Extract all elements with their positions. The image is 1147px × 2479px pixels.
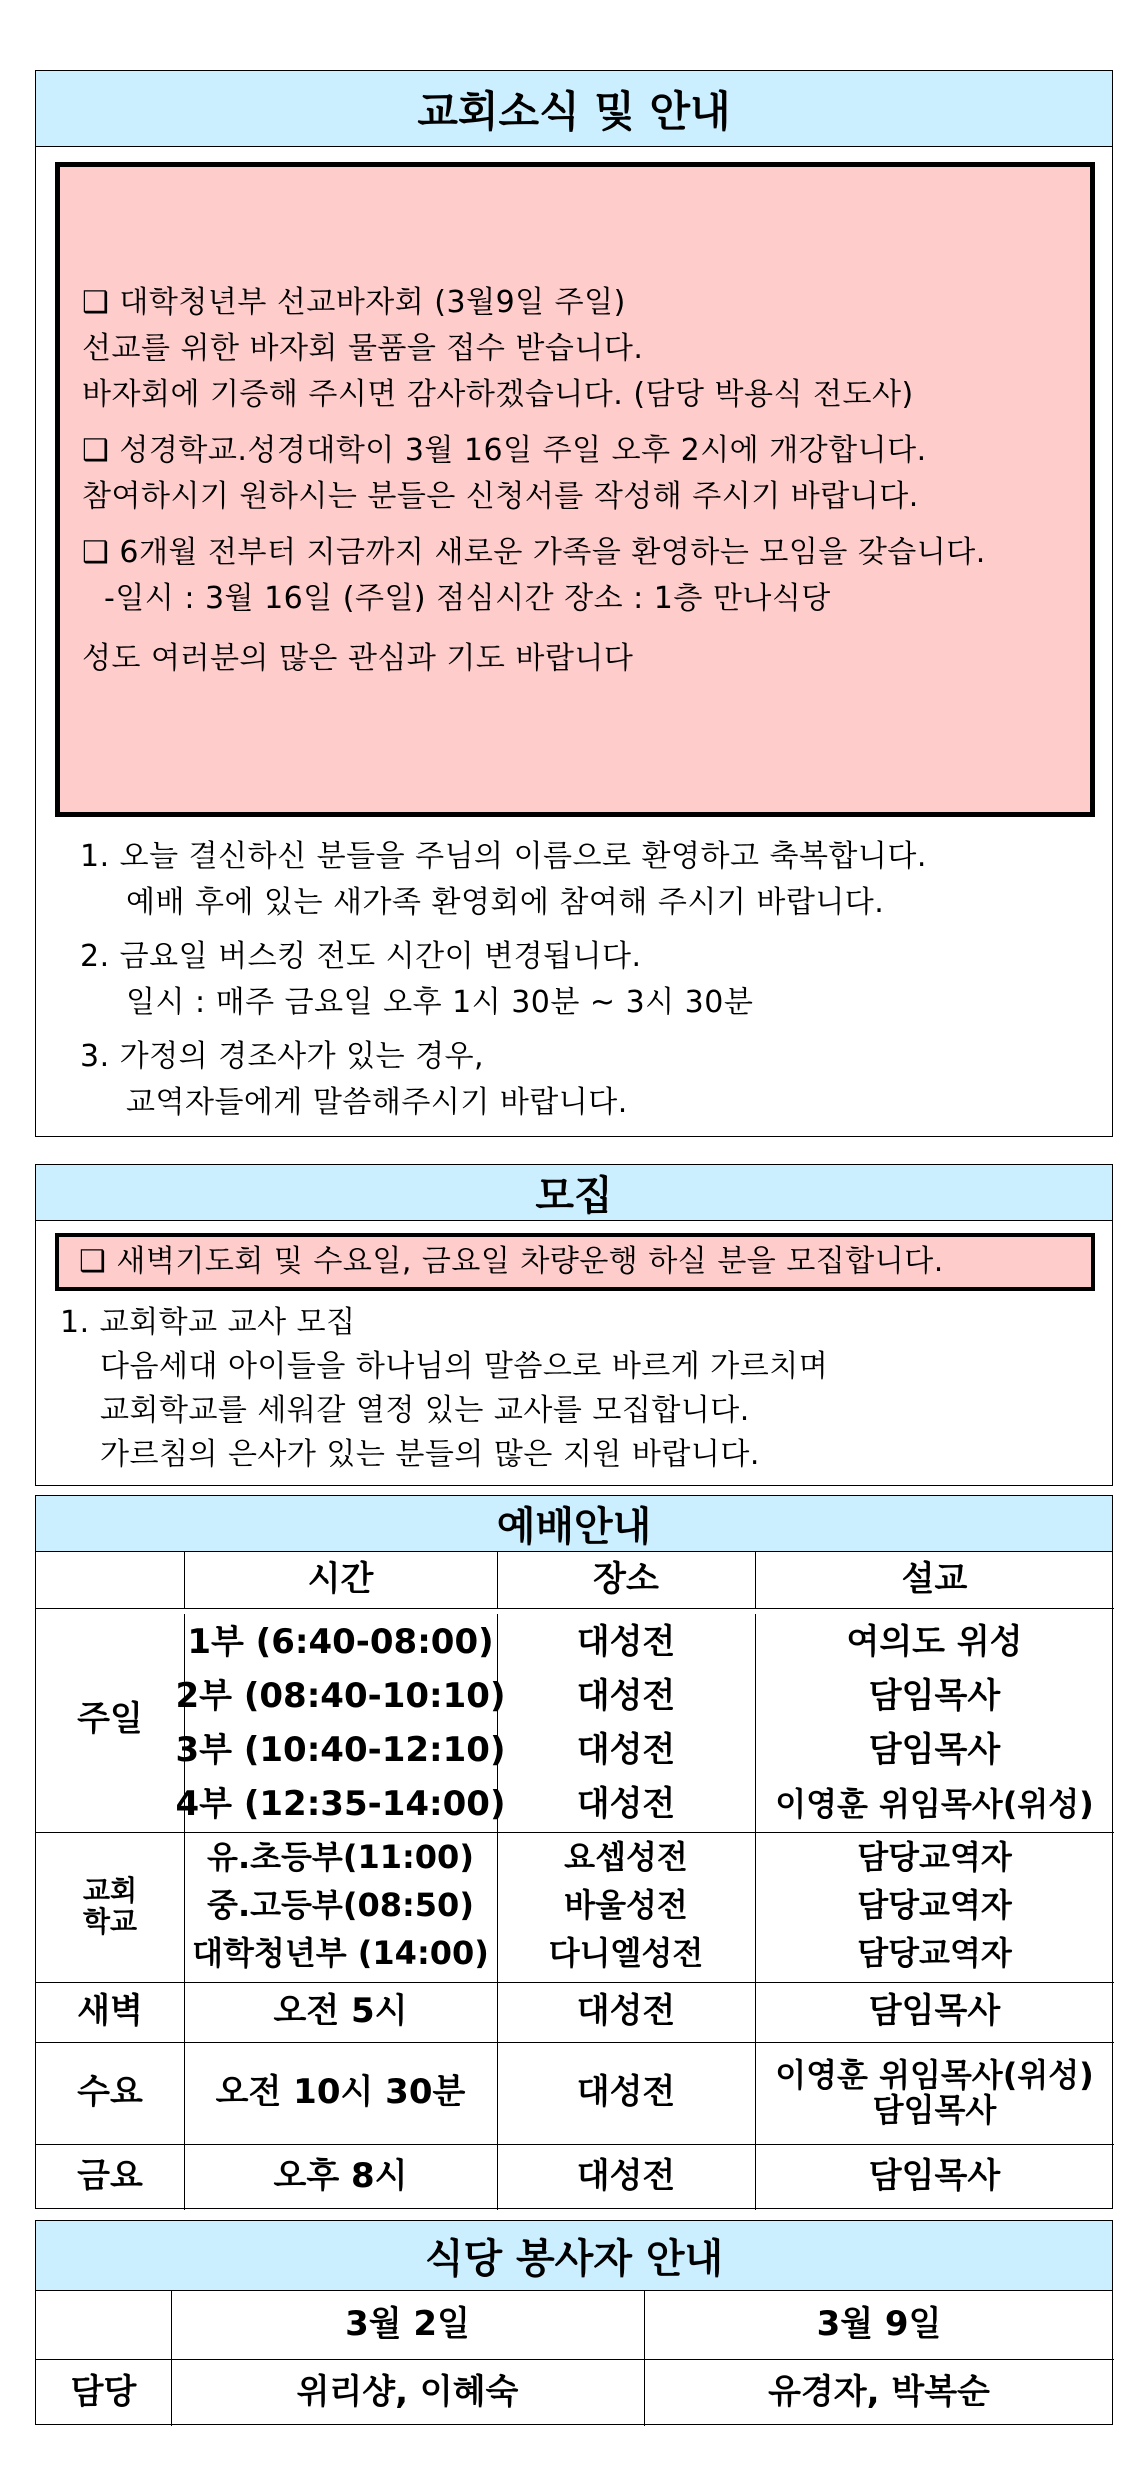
table-row: 4부 (12:35-14:00) <box>175 1784 506 1825</box>
table-row: 요셉성전 <box>564 1838 688 1877</box>
worship-school-label-1: 교회 <box>82 1874 138 1908</box>
worship-school-label <box>36 1832 184 1982</box>
worship-school-label-2: 학교 <box>82 1905 138 1938</box>
table-row: 담당교역자 <box>857 1838 1012 1877</box>
news-item-1-text: 바자회에 기증해 주시면 감사하겠습니다. (담당 박용식 전도사) <box>82 377 914 412</box>
recruit-item-1-text: 교회학교를 세워갈 열정 있는 교사를 모집합니다. <box>100 1393 750 1428</box>
recruit-banner-text: ❑ 새벽기도회 및 수요일, 금요일 차량운행 하실 분을 모집합니다. <box>79 1244 944 1279</box>
recruit-item-1-text: 다음세대 아이들을 하나님의 말씀으로 바르게 가르치며 <box>100 1349 829 1384</box>
worship-header-time: 시간 <box>307 1559 374 1600</box>
table-row: 다니엘성전 <box>548 1934 704 1973</box>
news-list-item-1: 1. 오늘 결신하신 분들을 주님의 이름으로 환영하고 축복합니다. <box>80 839 927 874</box>
table-row: 담임목사 <box>868 1730 1001 1771</box>
worship-friday-label: 금요 <box>77 2156 143 2197</box>
news-highlight-box <box>55 162 1095 817</box>
worship-wednesday-preacher-1: 이영훈 위임목사(위성) <box>775 2055 1094 2094</box>
table-row: 여의도 위성 <box>846 1622 1023 1663</box>
table-row: 1부 (6:40-08:00) <box>187 1622 494 1663</box>
recruit-item-1-title: 1. 교회학교 교사 모집 <box>60 1305 356 1340</box>
news-list-item-3-detail: 교역자들에게 말씀해주시기 바랍니다. <box>126 1085 628 1120</box>
table-row: 담당교역자 <box>857 1934 1012 1973</box>
table-row <box>755 2042 1114 2144</box>
news-item-3-text: -일시 : 3월 16일 (주일) 점심시간 장소 : 1층 만나식당 <box>104 581 831 616</box>
recruit-section <box>35 1164 1113 1486</box>
table-row: 담임목사 <box>868 2156 1001 2197</box>
table-row: 대성전 <box>576 2072 676 2113</box>
worship-wednesday-preacher-2: 담임목사 <box>872 2091 997 2129</box>
kitchen-volunteers-1: 위리샹, 이혜숙 <box>296 2371 519 2412</box>
kitchen-volunteers-2: 유경자, 박복순 <box>768 2371 990 2412</box>
news-section-title: 교회소식 및 안내 <box>36 71 1112 147</box>
table-row: 담임목사 <box>868 1676 1001 1717</box>
news-list-item-1-detail: 예배 후에 있는 새가족 환영회에 참여해 주시기 바랍니다. <box>126 885 885 920</box>
news-item-2-text: 참여하시기 원하시는 분들은 신청서를 작성해 주시기 바랍니다. <box>82 479 919 514</box>
recruit-banner <box>55 1233 1095 1291</box>
kitchen-date-2: 3월 9일 <box>816 2304 942 2345</box>
table-row: 2부 (08:40-10:10) <box>175 1676 506 1717</box>
table-row: 대성전 <box>576 1991 676 2032</box>
worship-header-preacher: 설교 <box>901 1559 968 1600</box>
table-row: 대학청년부 (14:00) <box>192 1934 489 1973</box>
news-item-2-title: ❑ 성경학교.성경대학이 3월 16일 주일 오후 2시에 개강합니다. <box>82 433 927 468</box>
news-item-1-text: 선교를 위한 바자회 물품을 접수 받습니다. <box>82 331 644 366</box>
table-row: 오후 8시 <box>273 2156 408 2197</box>
news-item-3-title: ❑ 6개월 전부터 지금까지 새로운 가족을 환영하는 모임을 갖습니다. <box>82 535 986 570</box>
table-row: 대성전 <box>576 1622 676 1663</box>
kitchen-row-label: 담당 <box>70 2371 137 2412</box>
table-row: 오전 10시 30분 <box>215 2072 466 2113</box>
news-list-item-3: 3. 가정의 경조사가 있는 경우, <box>80 1039 485 1074</box>
worship-sunday-label: 주일 <box>77 1699 143 1740</box>
news-item-1-title: ❑ 대학청년부 선교바자회 (3월9일 주일) <box>82 285 626 320</box>
table-row: 바울성전 <box>564 1886 688 1925</box>
kitchen-section <box>35 2220 1113 2425</box>
news-list-item-2: 2. 금요일 버스킹 전도 시간이 변경됩니다. <box>80 939 642 974</box>
news-section <box>35 70 1113 1137</box>
table-row: 중.고등부(08:50) <box>207 1886 474 1925</box>
worship-header-place: 장소 <box>593 1559 659 1600</box>
table-row: 대성전 <box>576 2156 676 2197</box>
table-row: 대성전 <box>576 1784 676 1825</box>
kitchen-section-title: 식당 봉사자 안내 <box>36 2221 1112 2291</box>
table-row: 유.초등부(11:00) <box>207 1838 474 1877</box>
worship-wednesday-label: 수요 <box>77 2072 143 2113</box>
worship-section <box>35 1495 1113 2209</box>
table-row: 담당교역자 <box>857 1886 1012 1925</box>
recruit-section-title: 모집 <box>36 1165 1112 1221</box>
table-row: 담임목사 <box>868 1991 1001 2032</box>
table-row: 오전 5시 <box>273 1991 408 2032</box>
worship-section-title: 예배안내 <box>36 1496 1112 1552</box>
kitchen-date-1: 3월 2일 <box>345 2304 470 2345</box>
table-row: 이영훈 위임목사(위성) <box>775 1785 1094 1824</box>
table-row: 대성전 <box>576 1730 676 1771</box>
table-row: 대성전 <box>576 1676 676 1717</box>
news-list-item-2-detail: 일시 : 매주 금요일 오후 1시 30분 ~ 3시 30분 <box>126 985 754 1020</box>
news-closing: 성도 여러분의 많은 관심과 기도 바랍니다 <box>82 641 634 676</box>
table-row: 3부 (10:40-12:10) <box>175 1730 506 1771</box>
recruit-item-1-text: 가르침의 은사가 있는 분들의 많은 지원 바랍니다. <box>100 1437 760 1472</box>
worship-dawn-label: 새벽 <box>77 1991 143 2032</box>
